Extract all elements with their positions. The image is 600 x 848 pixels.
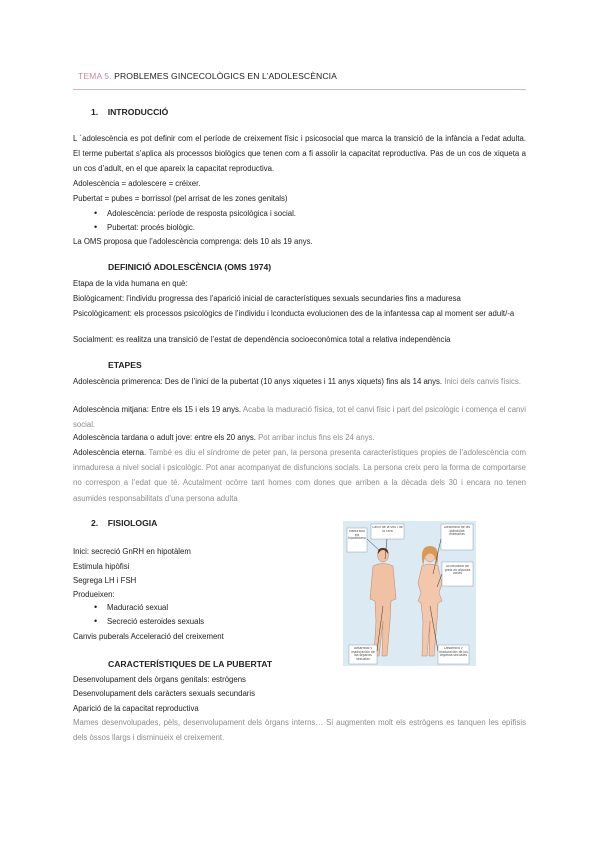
label-canvi-veu: Canvi de la veu i de la cara [372,526,403,533]
document-header [78,71,337,81]
fisiologia-line: Produeixen: [73,590,115,599]
etapa-tardana: Adolescència tardana o adult jove: entre els 20 anys. Pot arribar inclus fins els 24 anys. [73,433,375,442]
section-heading-caracteristiques: CARACTERÍSTIQUES DE LA PUBERTAT [108,659,273,669]
section-heading-definicio: DEFINICIÓ ADOLESCÈNCIA (OMS 1974) [108,262,272,272]
adolescencia-definition: Adolescència = adolescere = créixer. [73,179,201,188]
header-title: PROBLEMES GINCECOLÒGICS EN L’ADOLESCÈNCIA [114,71,337,81]
header-tema: TEMA 5. [78,71,112,81]
definicio-psicologicament: Psicològicament: els processos psicològics de l’individu i lconducta evolucionen des de la infantessa cap al moment ser adult/-a [73,309,515,318]
canvis-puberals: Canvis puberals Acceleració del creixement [73,632,224,641]
label-glandules: Desarrollo de las glándulas mamarias [444,526,470,537]
list-item: • Secreció esteroides sexuals [94,614,204,629]
list-item: • Adolescència: període de resposta psicològica i social. [94,206,296,221]
caracteristica-line: Aparició de la capacitat reproductiva [73,704,199,713]
section-heading-fisiologia: 2. FISIOLOGIA [91,518,158,528]
label-organs-masculins: Desarrollo y maduración de los órganos sexuales [351,647,375,661]
caracteristiques-note: Mames desenvolupades, pèls, desenvolupament dels òrgans interns… Si augmenten molt els estrògens es tanquen les epífisis dels òssos llargs i disminueix el creixement. [73,718,526,743]
label-greix: Acumulació de greix en algunes zones [444,565,471,576]
etapa-eterna: Adolescència eterna. També es diu el síndrome de peter pan, la persona presenta característiques propies de l’adolescència com inmaduresa a nivel social i psicològic. Pot anar acompanyat de disfuncions socials. La persona creix pero la forma de comportarse no correspon a l’edat que té. Acutalment ocòrre tant homes com dones que arriben a la dècada dels 30 i encara no tenen asumides responsabilitats d’una persona adulta [73,448,526,503]
bullet-icon: • [94,208,98,218]
caracteristica-line: Desenvolupament dels òrgans genitals: estrògens [73,675,246,684]
fisiologia-line: Estimula hipòfisi [73,562,130,571]
list-item: • Pubertat: procés biològic. [94,220,195,235]
pubertat-definition: Pubertat = pubes = borrissol (pel arrisat de les zones genitals) [73,194,288,203]
section-heading-introduccio: 1. INTRODUCCIÓ [91,107,169,117]
etapa-mitjana: Adolescència mitjana: Entre els 15 i els 19 anys. Acaba la maduració física, tot el canvi físic i part del psicològic i comença el canvi social. [73,405,526,430]
list-item: • Maduració sexual [94,600,168,615]
oms-line: La OMS proposa que l’adolescència comprenga: dels 10 als 19 anys. [73,237,313,246]
definicio-biologicament: Biològicament: l’individu progressa des l’aparició inicial de característiques sexuals secundaries fins a maduresa [73,294,461,303]
bullet-icon: • [94,222,98,232]
intro-paragraph: L ´adolescència es pot definir com el període de creixement físic i psicosocial que marca la transició de la infància a l’edat adulta. El terme pubertat s’aplica als processos biològics que tenen com a fi assolir la capacitat reproductiva. Pas de un cos de xiqueta a un cos d’adult, en el que apareix la capacitat reproductiva. [73,134,526,174]
caracteristica-line: Desenvolupament dels caràcters sexuals secundaris [73,689,256,698]
section-heading-etapes: ETAPES [108,360,142,370]
puberty-body-figure [343,521,476,666]
label-organs-femenins: Desarrollo y maduración de los órganos sexuales [439,647,468,658]
label-pituitaria: Maduració eix hipotàlamo [348,530,366,541]
etapa-primerenca: Adolescència primerenca: Des de l’inici de la pubertat (10 anys xiquetes i 11 anys xiquets) fins als 14 anys. Inici dels canvis físics. [73,377,521,386]
definicio-socialment: Socialment: es realitza una transició de l’estat de dependència socioeconòmica total a relativa independència [73,335,451,344]
fisiologia-line: Segrega LH i FSH [73,576,137,585]
header-rule [73,89,526,90]
definicio-etapa: Etapa de la vida humana en què: [73,279,188,288]
bullet-icon: • [94,616,98,626]
fisiologia-line: Inici: secreció GnRH en hipotàlem [73,547,191,556]
bullet-icon: • [94,602,98,612]
